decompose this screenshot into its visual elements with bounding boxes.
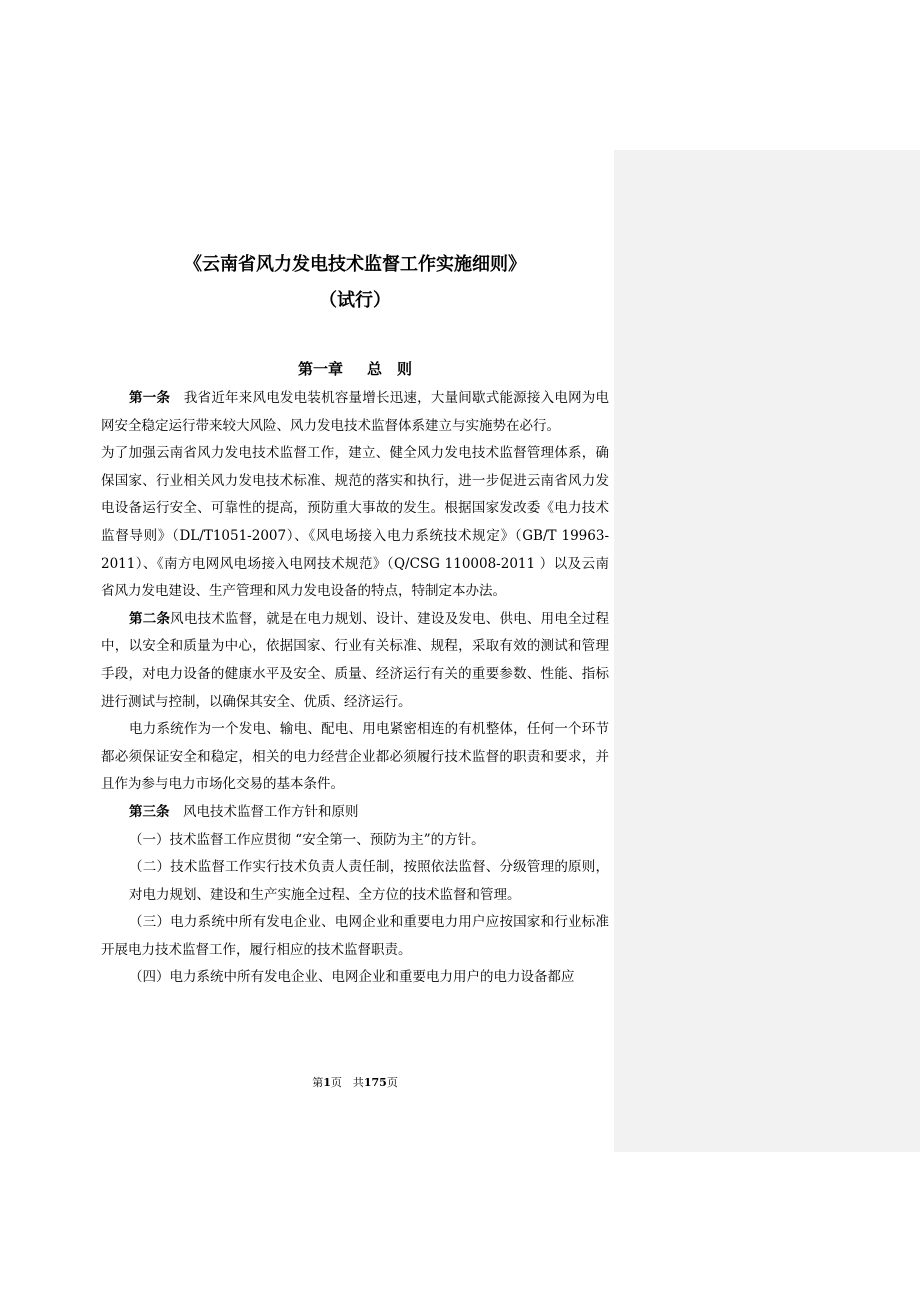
article-2-text: 风电技术监督，就是在电力规划、设计、建设及发电、供电、用电全过程中，以安全和质量为中心，依据国家、行业有关标准、规程，采取有效的测试和管理手段，对电力设备的健康水平及安全、质量、经济运行有关的重要参数、性能、指标进行测试与控制，以确保其安全、优质、经济运行。 (101, 610, 610, 710)
footer-page-number: 1 (323, 1076, 331, 1089)
footer-total-pages: 175 (363, 1076, 387, 1089)
document-subtitle: （试行） (319, 290, 391, 311)
footer-prefix: 第 (312, 1076, 324, 1089)
footer-suffix: 页 (386, 1076, 398, 1089)
comment-pane (614, 150, 920, 1152)
article-3-item-3: （三）电力系统中所有发电企业、电网企业和重要电力用户应按国家和行业标准开展电力技术监督工作，履行相应的技术监督职责。 (101, 914, 609, 958)
article-3-text: 风电技术监督工作方针和原则 (169, 803, 359, 820)
article-3-item-1: （一）技术监督工作应贯彻 “安全第一、预防为主”的方针。 (129, 831, 485, 848)
chapter-label: 第一章 (297, 360, 343, 378)
footer-mid: 页 共 (330, 1076, 364, 1089)
chapter-name: 总 则 (367, 360, 413, 378)
article-3-label: 第三条 (129, 803, 170, 820)
page-footer (100, 1074, 610, 1090)
article-1 (101, 385, 609, 440)
article-1-continuation: 为了加强云南省风力发电技术监督工作，建立、健全风力发电技术监督管理体系，确保国家、行业相关风力发电技术标准、规范的落实和执行，进一步促进云南省风力发电设备运行安全、可靠性的提高，预防重大事故的发生。根据国家发改委《电力技术监督导则》（DL/T1051-2007）、《风电场接入电力系统技术规定》（GB/T 19963-2011）、《南方电网风电场接入电网技术规范》（Q/CSG 110008-2011 ）以及云南省风力发电建设、生产管理和风力发电设备的特点，特制定本办法。 (101, 445, 609, 600)
article-1-label: 第一条 (129, 390, 171, 406)
document-title: 《云南省风力发电技术监督工作实施细则》 (184, 254, 526, 275)
article-2-label: 第二条 (129, 610, 171, 627)
article-2 (101, 606, 609, 716)
article-3-item-2: （二）技术监督工作实行技术负责人责任制，按照依法监督、分级管理的原则，对电力规划、建设和生产实施全过程、全方位的技术监督和管理。 (129, 859, 609, 903)
document-body (101, 385, 609, 992)
chapter-heading (100, 356, 610, 382)
article-3-item-4: （四）电力系统中所有发电企业、电网企业和重要电力用户的电力设备都应 (129, 969, 575, 986)
article-2-continuation: 电力系统作为一个发电、输电、配电、用电紧密相连的有机整体，任何一个环节都必须保证安全和稳定，相关的电力经营企业都必须履行技术监督的职责和要求，并且作为参与电力市场化交易的基本条件。 (101, 721, 609, 793)
article-1-text: 我省近年来风电发电装机容量增长迅速，大量间歇式能源接入电网为电网安全稳定运行带来较大风险、风力发电技术监督体系建立与实施势在必行。 (101, 390, 610, 434)
article-3 (101, 799, 609, 827)
